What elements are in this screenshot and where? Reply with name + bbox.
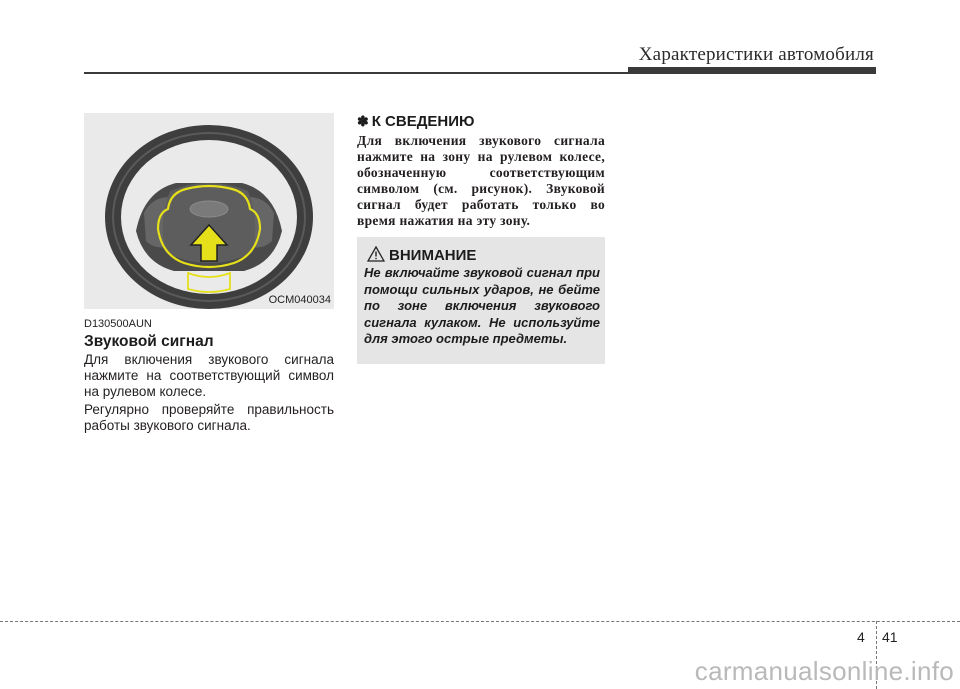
- section-heading: Звуковой сигнал: [84, 333, 214, 350]
- watermark: carmanualsonline.info: [694, 656, 954, 686]
- body-paragraph: Регулярно проверяйте правильность работы звукового сигнала.: [84, 402, 334, 433]
- body-paragraph: Для включения звукового сигнала нажмите на соответствующий символ на рулевом колесе.: [84, 352, 334, 399]
- warning-triangle-icon: [367, 246, 385, 262]
- info-heading: [357, 113, 475, 130]
- figure-code: OCM040034: [268, 294, 331, 306]
- page-number: 41: [882, 629, 898, 645]
- header-rule-accent: [628, 67, 876, 74]
- header-rule: [84, 72, 628, 74]
- caution-title: ВНИМАНИЕ: [389, 247, 477, 264]
- asterisk-icon: ✽: [357, 113, 369, 129]
- caution-box: [357, 237, 605, 364]
- footer-rule: [0, 621, 960, 622]
- caution-text: Не включайте звуковой сигнал при помощи сильных ударов, не бейте по зоне включения звукового сигнала кулаком. Не используйте для этого острые предметы.: [364, 265, 600, 346]
- running-header: Характеристики автомобиля: [638, 44, 874, 65]
- section-code: D130500AUN: [84, 318, 152, 330]
- steering-wheel-illustration: [84, 113, 334, 309]
- info-text: Для включения звукового сигнала нажмите на зону на рулевом колесе, обозначенную соответствующим символом (см. рисунок). Звуковой сигнал будет работать только во время нажатия на эту зону.: [357, 133, 605, 228]
- chapter-number: 4: [857, 629, 865, 645]
- steering-wheel-figure: [84, 113, 334, 309]
- info-heading-label: К СВЕДЕНИЮ: [371, 113, 475, 130]
